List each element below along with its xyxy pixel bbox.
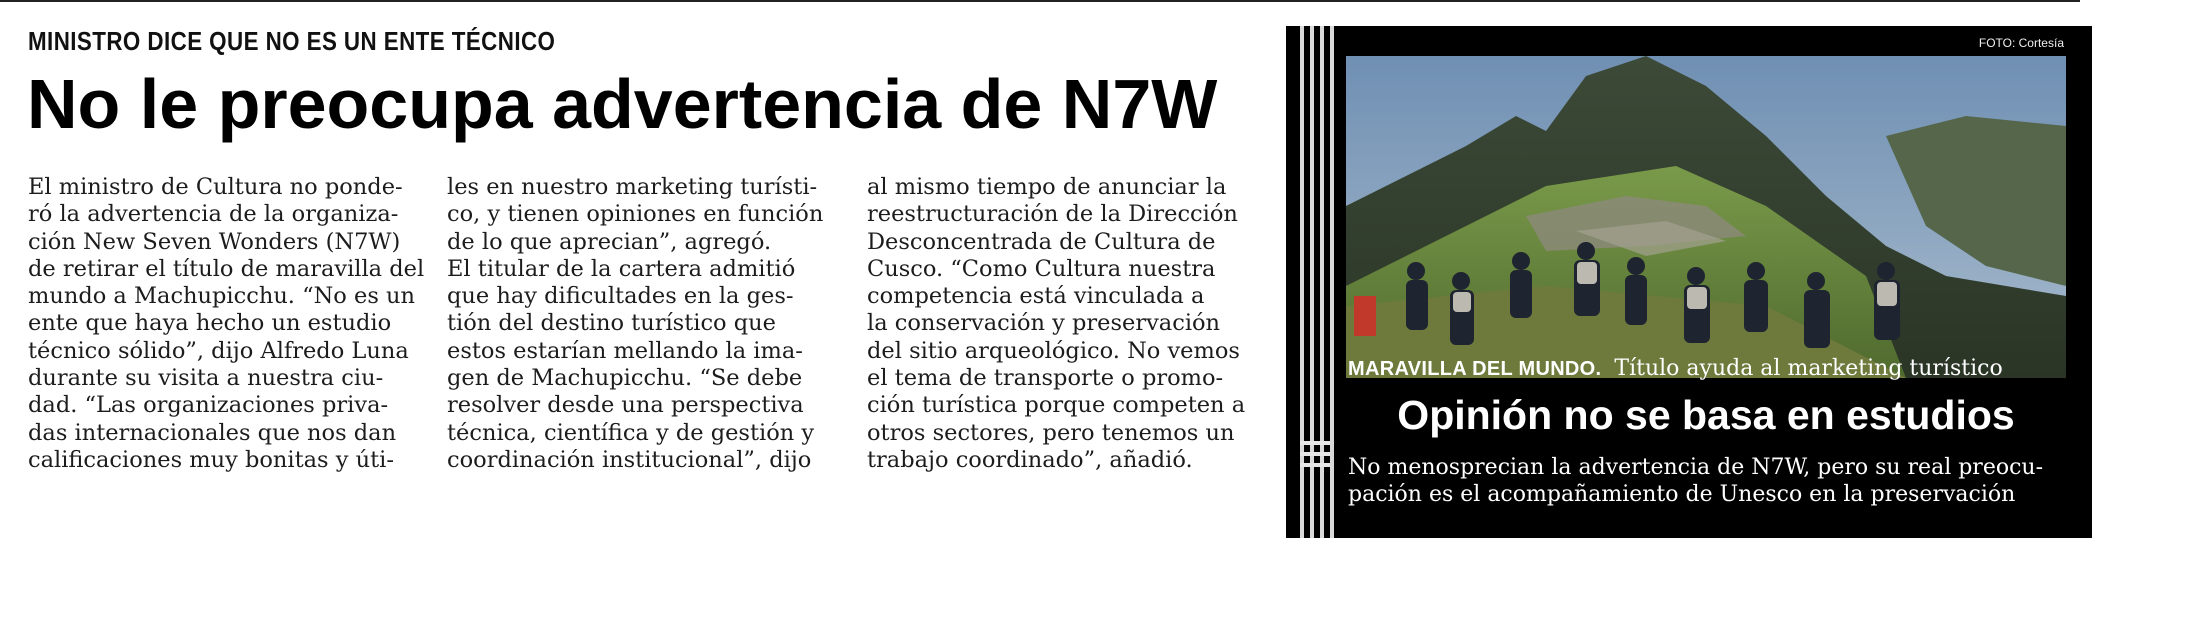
article-column-3 xyxy=(867,174,1267,474)
caption-text: Título ayuda al marketing turístico xyxy=(1614,356,2003,381)
column-line: técnica, científica y de gestión y xyxy=(447,419,815,446)
column-line: les en nuestro marketing turísti- xyxy=(447,174,818,200)
column-line: das internacionales que nos dan xyxy=(28,419,397,446)
column-line: El titular de la cartera admitió xyxy=(447,255,796,282)
column-line: ción turística porque competen a xyxy=(867,392,1246,419)
column-line: que hay dificultades en la ges- xyxy=(447,283,794,310)
column-line: ción New Seven Wonders (N7W) xyxy=(28,228,401,255)
column-line: competencia está vinculada a xyxy=(867,283,1205,310)
column-line: ente que haya hecho un estudio xyxy=(28,310,392,337)
column-line: trabajo coordinado”, añadió. xyxy=(867,446,1193,473)
column-line: calificaciones muy bonitas y úti- xyxy=(28,446,394,473)
photo-credit: FOTO: Cortesía xyxy=(1978,36,2064,50)
sidebar-headline: Opinión no se basa en estudios xyxy=(1397,392,2015,438)
summary-line: No menosprecian la advertencia de N7W, pero su real preocu- xyxy=(1348,455,2044,480)
article-column-1 xyxy=(28,174,428,474)
photo-illustration xyxy=(1346,56,2066,378)
column-line: ró la advertencia de la organiza- xyxy=(28,201,399,228)
summary-line: pación es el acompañamiento de Unesco en la preservación xyxy=(1348,482,2016,507)
column-line: al mismo tiempo de anunciar la xyxy=(867,174,1227,200)
photo-sidebar xyxy=(1286,26,2092,538)
column-line: durante su visita a nuestra ciu- xyxy=(28,365,384,392)
column-line: técnico sólido”, dijo Alfredo Luna xyxy=(28,337,409,364)
column-line: de retirar el título de maravilla del xyxy=(28,255,425,282)
caption-lead: MARAVILLA DEL MUNDO. xyxy=(1348,358,1602,380)
column-line: tión del destino turístico que xyxy=(447,310,776,337)
article-kicker: MINISTRO DICE QUE NO ES UN ENTE TÉCNICO xyxy=(28,26,556,56)
column-line: de lo que aprecian”, agregó. xyxy=(447,228,772,255)
column-line: reestructuración de la Dirección xyxy=(867,201,1238,228)
column-line: co, y tienen opiniones en función xyxy=(447,201,824,228)
decorative-short-stripes xyxy=(1300,441,1330,474)
column-line: coordinación institucional”, dijo xyxy=(447,446,812,473)
machupicchu-photo xyxy=(1346,56,2066,378)
sidebar-summary xyxy=(1348,454,2068,508)
column-line: la conservación y preservación xyxy=(867,310,1221,337)
column-line: Cusco. “Como Cultura nuestra xyxy=(867,255,1216,282)
column-line: gen de Machupicchu. “Se debe xyxy=(447,365,803,392)
column-line: del sitio arqueológico. No vemos xyxy=(867,337,1240,364)
column-line: el tema de transporte o promo- xyxy=(867,365,1224,392)
article-headline: No le preocupa advertencia de N7W xyxy=(27,65,1218,143)
column-line: Desconcentrada de Cultura de xyxy=(867,228,1216,255)
column-line: dad. “Las organizaciones priva- xyxy=(28,392,389,419)
photo-caption xyxy=(1348,356,2068,381)
column-line: mundo a Machupicchu. “No es un xyxy=(28,283,415,310)
article-column-2 xyxy=(447,174,847,474)
column-line: El ministro de Cultura no ponde- xyxy=(28,174,403,200)
column-line: resolver desde una perspectiva xyxy=(447,392,804,419)
column-line: estos estarían mellando la ima- xyxy=(447,337,803,364)
column-line: otros sectores, pero tenemos un xyxy=(867,419,1235,446)
top-rule xyxy=(0,0,2080,2)
